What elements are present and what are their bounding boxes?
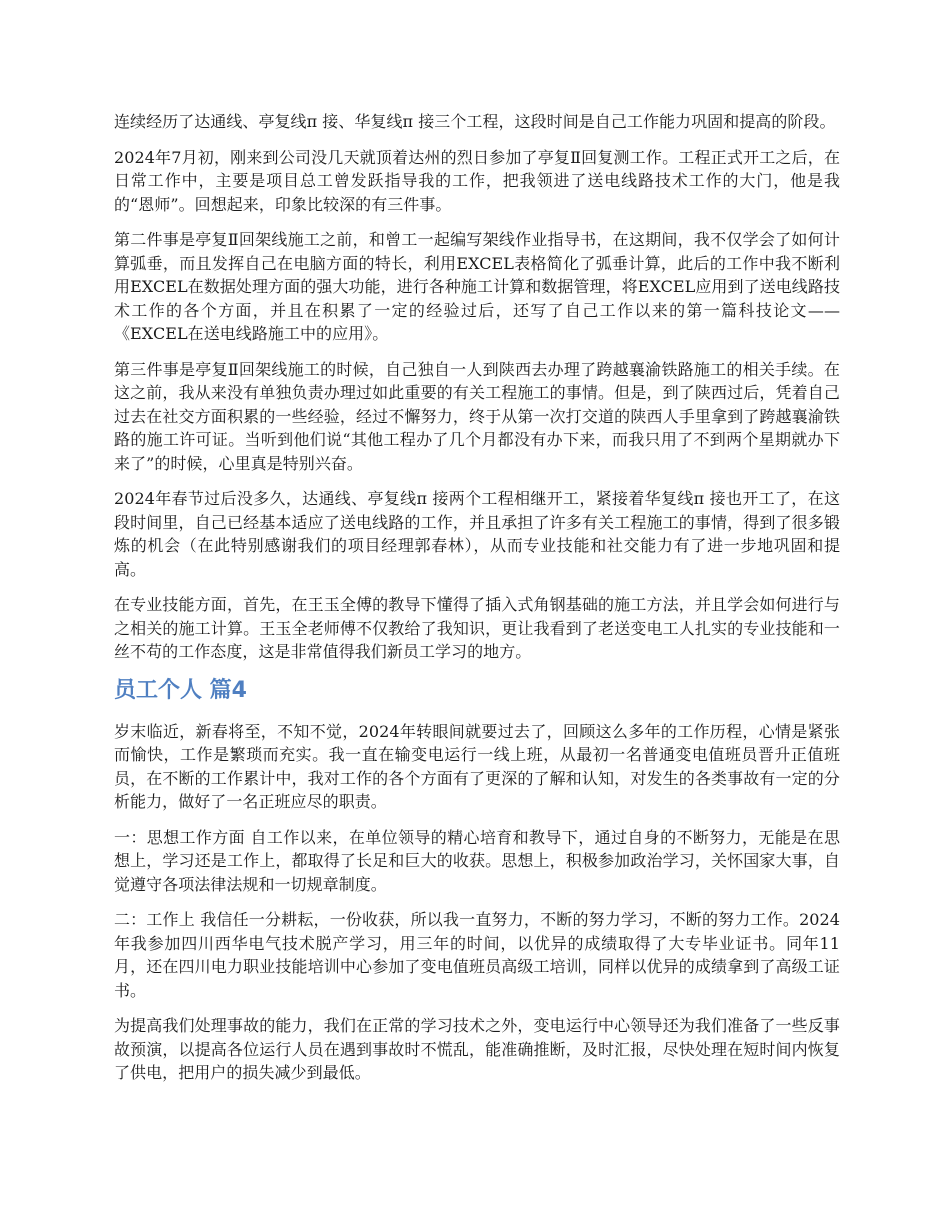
paragraph: 岁末临近，新春将至，不知不觉，2024年转眼间就要过去了，回顾这么多年的工作历程，心情是紧张而愉快，工作是繁琐而充实。我一直在输变电运行一线上班，从最初一名普通变电值班员晋升正值班员，在不断的工作累计中，我对工作的各个方面有了更深的了解和认知，对发生的各类事故有一定的分析能力，做好了一名正班应尽的职责。 (114, 721, 840, 811)
document-page (114, 110, 840, 1097)
paragraph: 第二件事是亭复Ⅱ回架线施工之前，和曾工一起编写架线作业指导书，在这期间，我不仅学会了如何计算弧垂，而且发挥自己在电脑方面的特长，利用EXCEL表格简化了弧垂计算，此后的工作中我不断利用EXCEL在数据处理方面的强大功能，进行各种施工计算和数据管理，将EXCEL应用到了送电线路技术工作的各个方面，并且在积累了一定的经验过后，还写了自己工作以来的第一篇科技论文——《EXCEL在送电线路施工中的应用》。 (114, 230, 840, 343)
paragraph: 二：工作上 我信任一分耕耘，一份收获，所以我一直努力，不断的努力学习，不断的努力工作。2024年我参加四川西华电气技术脱产学习，用三年的时间，以优异的成绩取得了大专毕业证书。同年11月，还在四川电力职业技能培训中心参加了变电值班员高级工培训，同样以优异的成绩拿到了高级工证书。 (114, 910, 840, 1000)
paragraph: 第三件事是亭复Ⅱ回架线施工的时候，自己独自一人到陕西去办理了跨越襄渝铁路施工的相关手续。在这之前，我从来没有单独负责办理过如此重要的有关工程施工的事情。但是，到了陕西过后，凭着自己过去在社交方面积累的一些经验，经过不懈努力，终于从第一次打交道的陕西人手里拿到了跨越襄渝铁路的施工许可证。当听到他们说“其他工程办了几个月都没有办下来，而我只用了不到两个星期就办下来了”的时候，心里真是特别兴奋。 (114, 359, 840, 473)
paragraph: 2024年7月初，刚来到公司没几天就顶着达州的烈日参加了亭复Ⅱ回复测工作。工程正式开工之后，在日常工作中，主要是项目总工曾发跃指导我的工作，把我领进了送电线路技术工作的大门，他是我的“恩师”。回想起来，印象比较深的有三件事。 (114, 147, 840, 214)
paragraph: 在专业技能方面，首先，在王玉全傅的教导下懂得了插入式角钢基础的施工方法，并且学会如何进行与之相关的施工计算。王玉全老师傅不仅教给了我知识，更让我看到了老送变电工人扎实的专业技能和一丝不苟的工作态度，这是非常值得我们新员工学习的地方。 (114, 595, 840, 661)
paragraph: 2024年春节过后没多久，达通线、亭复线π 接两个工程相继开工，紧接着华复线π 接也开工了，在这段时间里，自己已经基本适应了送电线路的工作，并且承担了许多有关工程施工的事情，得到了很多锻炼的机会（在此特别感谢我们的项目经理郭春林），从而专业技能和社交能力有了进一步地巩固和提高。 (114, 489, 840, 579)
paragraph: 为提高我们处理事故的能力，我们在正常的学习技术之外，变电运行中心领导还为我们准备了一些反事故预演，以提高各位运行人员在遇到事故时不慌乱，能准确推断，及时汇报，尽快处理在短时间内恢复了供电，把用户的损失减少到最低。 (114, 1016, 840, 1082)
paragraph: 一：思想工作方面 自工作以来，在单位领导的精心培育和教导下，通过自身的不断努力，无能是在思想上，学习还是工作上，都取得了长足和巨大的收获。思想上，积极参加政治学习，关怀国家大事，自觉遵守各项法律法规和一切规章制度。 (114, 827, 840, 894)
section-heading: 员工个人 篇4 (114, 677, 247, 703)
paragraph: 连续经历了达通线、亭复线π 接、华复线π 接三个工程，这段时间是自己工作能力巩固和提高的阶段。 (114, 112, 836, 131)
